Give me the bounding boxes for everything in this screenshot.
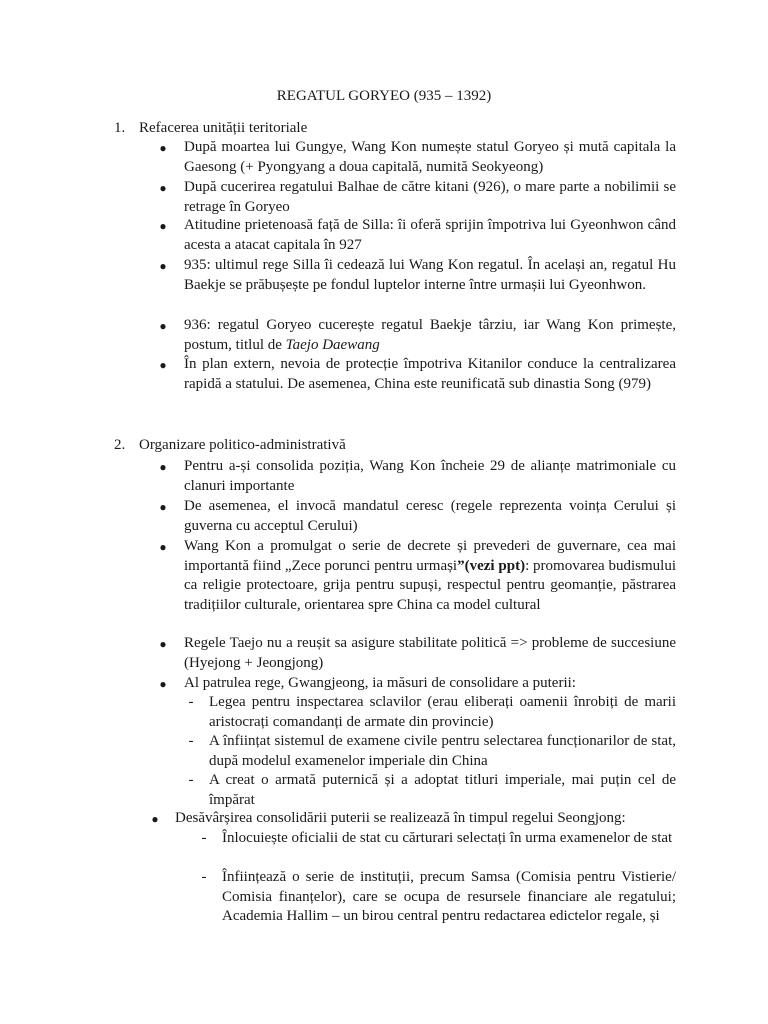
section-2-heading bbox=[114, 436, 346, 456]
dash-icon: - bbox=[201, 830, 207, 846]
section-2-bullet-3-text: Wang Kon a promulgat o serie de decrete și prevederi de guvernare, cea mai importantă fiind „Zece porunci pentru urmași bbox=[184, 538, 676, 574]
dash-icon: - bbox=[188, 772, 194, 788]
section-1-bullet-6: În plan extern, nevoia de protecție împotriva Kitanilor conduce la centralizarea rapidă a statului. De asemenea, China este reunificată sub dinastia Song (979) bbox=[184, 356, 676, 392]
bullet-icon: ● bbox=[159, 259, 167, 273]
bullet-icon: ● bbox=[159, 358, 167, 372]
section-2-dash-a-1: Legea pentru inspectarea sclavilor (erau eliberați oamenii înrobiți de marii aristocrați comandanți de armate din provincie) bbox=[209, 694, 676, 730]
section-1-heading bbox=[114, 119, 307, 139]
bullet-icon: ● bbox=[159, 319, 167, 333]
section-2-dash-b-2: Înființează o serie de instituții, precum Samsa (Comisia pentru Vistierie/ Comisia finanțelor), care se ocupa de resursele financiare ale regatului; Academia Hallim – un birou central pentru redactarea edictelor regale, și bbox=[222, 869, 676, 924]
section-1-title: Refacerea unității teritoriale bbox=[139, 120, 308, 136]
section-1-bullet-5-title: Taejo Daewang bbox=[285, 336, 380, 353]
bullet-icon: ● bbox=[159, 677, 167, 691]
section-2-dash-a-2: A înființat sistemul de examene civile pentru selectarea funcționarilor de stat, după modelul examenelor imperiale din China bbox=[209, 733, 676, 769]
bullet-icon: ● bbox=[159, 637, 167, 651]
section-2-dash-a-3: A creat o armată puternică și a adoptat titluri imperiale, mai puțin cel de împărat bbox=[209, 772, 676, 808]
dash-icon: - bbox=[188, 733, 194, 749]
section-2-number: 2. bbox=[114, 437, 126, 453]
section-2-bullet-3-bold: ”(vezi ppt) bbox=[457, 557, 526, 574]
section-2-bullet-6: Desăvârșirea consolidării puterii se realizează în timpul regelui Seongjong: bbox=[175, 810, 626, 826]
section-1-bullet-5 bbox=[184, 316, 676, 355]
section-1-bullet-5-text: 936: regatul Goryeo cucerește regatul Baekje târziu, iar Wang Kon primește, postum, titlul de bbox=[184, 317, 676, 353]
section-1-bullet-3: Atitudine prietenoasă față de Silla: îi oferă sprijin împotriva lui Gyeonhwon când acesta a atacat capitala în 927 bbox=[184, 217, 676, 253]
section-2-bullet-4: Regele Taejo nu a reușit sa asigure stabilitate politică => probleme de succesiune (Hyejong + Jeongjong) bbox=[184, 635, 676, 671]
bullet-icon: ● bbox=[159, 540, 167, 554]
section-2-dash-b-1: Înlocuiește oficialii de stat cu cărturari selectați în urma examenelor de stat bbox=[222, 830, 673, 846]
bullet-icon: ● bbox=[151, 812, 159, 826]
section-1-bullet-4: 935: ultimul rege Silla îi cedează lui Wang Kon regatul. În același an, regatul Hu Baekje se prăbușește pe fondul luptelor interne între urmașii lui Gyeonhwon. bbox=[184, 257, 676, 293]
section-2-bullet-5: Al patrulea rege, Gwangjeong, ia măsuri de consolidare a puterii: bbox=[184, 675, 576, 691]
section-1-bullet-1: După moartea lui Gungye, Wang Kon numește statul Goryeo și mută capitala la Gaesong (+ Pyongyang a doua capitală, numită Seokyeong) bbox=[184, 139, 676, 175]
section-1-bullet-2: După cucerirea regatului Balhae de către kitani (926), o mare parte a nobilimii se retrage în Goryeo bbox=[184, 179, 676, 215]
bullet-icon: ● bbox=[159, 219, 167, 233]
section-2-bullet-3-rest: : promovarea budismului ca religie protectoare, grija pentru supuși, respectul pentru geomanție, păstrarea tradițiilor culturale, orientarea spre China ca model cultural bbox=[184, 557, 676, 613]
bullet-icon: ● bbox=[159, 141, 167, 155]
section-2-bullet-1: Pentru a-și consolida poziția, Wang Kon încheie 29 de alianțe matrimoniale cu clanuri importante bbox=[184, 458, 676, 494]
dash-icon: - bbox=[188, 694, 194, 710]
section-2-bullet-3 bbox=[184, 537, 676, 615]
bullet-icon: ● bbox=[159, 500, 167, 514]
bullet-icon: ● bbox=[159, 181, 167, 195]
section-2-bullet-2: De asemenea, el invocă mandatul ceresc (regele reprezenta voința Cerului și guverna cu acceptul Cerului) bbox=[184, 498, 676, 534]
section-1-number: 1. bbox=[114, 120, 126, 136]
dash-icon: - bbox=[201, 869, 207, 885]
document-title: REGATUL GORYEO (935 – 1392) bbox=[276, 88, 492, 104]
bullet-icon: ● bbox=[159, 460, 167, 474]
section-2-title: Organizare politico-administrativă bbox=[139, 437, 346, 453]
